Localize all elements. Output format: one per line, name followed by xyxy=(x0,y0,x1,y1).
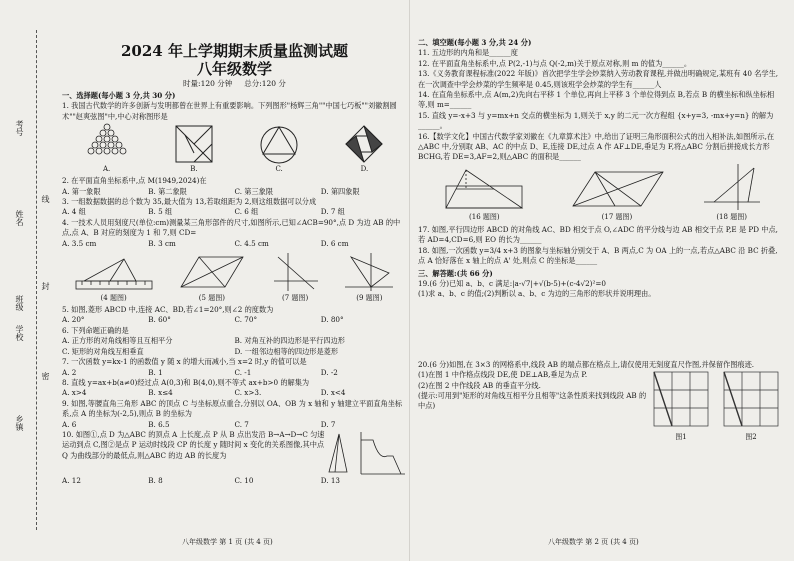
q3-options xyxy=(62,207,407,217)
option[interactable]: C. -1 xyxy=(234,367,252,377)
ruler-triangle-figure xyxy=(74,253,154,293)
option[interactable]: D. 6 cm xyxy=(320,238,349,248)
q20-text xyxy=(418,370,652,442)
q1-option-c xyxy=(259,124,299,174)
question-6: 6. 下列命题正确的是 xyxy=(62,325,129,335)
question-10: 10. 如图①,点 D 为△ABC 的顶点 A 上长度,点 P 从 B 点出发沿 B→A→D→C 匀速运动到点 C,图②是点 P 运动时线段 CP 的长度 y 随时间 x 变化的关系图像,其中点 Q 为曲线部分的最低点,则△ABC 的边 AB 的长度为 xyxy=(62,429,325,460)
grid-caption: 图2 xyxy=(745,432,757,441)
cut-mark: 线 xyxy=(41,195,50,203)
q10-block xyxy=(62,430,407,476)
option[interactable]: A. 12 xyxy=(62,475,81,485)
tangram-figure xyxy=(174,124,214,164)
binding-line xyxy=(36,30,37,530)
option[interactable]: C. x>3. xyxy=(234,388,262,398)
option[interactable]: B. 3 cm xyxy=(148,238,176,248)
option[interactable]: B. 1 xyxy=(148,367,163,377)
option-label: B. xyxy=(190,164,198,173)
figure-caption: (9 题图) xyxy=(356,293,383,302)
option[interactable]: C. 7 xyxy=(234,419,249,429)
option[interactable]: A. 6 xyxy=(62,419,77,429)
question-8: 8. 直线 y=ax+b(a≠0)经过点 A(0,3)和 B(4,0),则不等式 ax+b>0 的解集为 xyxy=(62,377,310,387)
q5-options xyxy=(62,315,407,325)
fold-line-figure xyxy=(702,162,762,212)
cut-mark: 封 xyxy=(41,282,50,290)
section-2-heading: 二、填空题(每小题 3 分,共 24 分) xyxy=(418,38,532,47)
figure-caption: (17 题图) xyxy=(601,213,633,222)
option[interactable]: A. 4 组 xyxy=(62,207,86,217)
exam-time: 时量:120 分钟 xyxy=(183,79,233,88)
option[interactable]: B. 第二象限 xyxy=(148,186,187,196)
circle-cutting-figure xyxy=(259,124,299,164)
q20-block xyxy=(418,370,780,442)
question-13: 13.《义务教育课程标准(2022 年版)》首次把学生学会炒菜纳入劳动教育课程,并做出明确规定,某班有 40 名学生,在一次调查中学会炒菜的学生频率是 0.45,则该班学会炒菜的学生有______人 xyxy=(418,69,779,89)
option[interactable]: C. 6 组 xyxy=(234,207,259,217)
figure-caption: (16 题图) xyxy=(469,213,500,222)
option[interactable]: D. 7 xyxy=(320,419,336,429)
question-14: 14. 在直角坐标系中,点 A(m,2)先向右平移 1 个单位,再向上平移 3 个单位得到点 B,若点 B 的横坐标和纵坐标相等,则 m=______ xyxy=(418,90,775,110)
margin-label-id: 考号 xyxy=(15,120,24,136)
q19-answer-space[interactable] xyxy=(418,300,780,360)
section-1-heading: 一、选择题(每小题 3 分,共 30 分) xyxy=(62,91,176,100)
option[interactable]: B. 6.5 xyxy=(148,419,170,429)
binding-margin xyxy=(0,0,58,561)
option[interactable]: C. 70° xyxy=(234,315,258,325)
figure-caption: (5 题图) xyxy=(198,293,225,302)
page-fold xyxy=(409,0,410,561)
page-footer-left: 八年级数学 第 1 页 (共 4 页) xyxy=(182,537,273,546)
figure-caption: (7 题图) xyxy=(282,293,309,302)
option[interactable]: D. 13 xyxy=(320,475,340,485)
exam-meta xyxy=(62,78,407,89)
q6-options xyxy=(62,336,407,357)
option[interactable]: A. 20° xyxy=(62,315,85,325)
area-proof-figure xyxy=(436,166,532,212)
question-15: 15. 直线 y=-x+3 与 y=mx+n 交点的横坐标为 1,则关于 x,y 的二元一次方程组 {x+y=3, -mx+y=n} 的解为______。 xyxy=(418,110,774,131)
option-label: C. xyxy=(275,164,283,173)
q1-figures xyxy=(62,124,407,174)
right-triangle-axes-figure xyxy=(343,251,395,293)
option[interactable]: D. -2 xyxy=(320,367,338,377)
q10-figures xyxy=(327,430,407,476)
question-12: 12. 在平面直角坐标系中,点 P(2,-1)与点 Q(-2,m)关于原点对称,则 m 的值为______。 xyxy=(418,58,692,68)
option[interactable]: D. 第四象限 xyxy=(320,186,360,196)
figure-caption: (4 题图) xyxy=(100,293,127,302)
exam-score: 总分:120 分 xyxy=(244,79,286,88)
q10-options xyxy=(62,476,407,486)
question-17: 17. 如图,平行四边形 ABCD 的对角线 AC、BD 相交于点 O,∠ADC 的平分线与边 AB 相交于点 P,E 是 PD 中点,若 AD=4,CD=6,则 EO 的长为______ xyxy=(418,224,778,245)
option[interactable]: C. 矩形的对角线互相垂直 xyxy=(62,346,144,356)
option[interactable]: A. 2 xyxy=(62,367,77,377)
grid-2[interactable] xyxy=(722,370,780,442)
option[interactable]: D. 7 组 xyxy=(320,207,345,217)
option[interactable]: A. 正方形的对角线相等且互相平分 xyxy=(62,336,173,346)
line-graph-figure xyxy=(270,251,320,293)
q1-option-a xyxy=(85,122,129,174)
exam-title: 2024 年上学期期末质量监测试题 xyxy=(121,42,348,60)
figure-caption: (18 题图) xyxy=(716,213,747,222)
grid-1[interactable] xyxy=(652,370,710,442)
question-7: 7. 一次函数 y=kx-1 的函数值 y 随 x 的增大而减小,当 x=2 时,y 的值可以是 xyxy=(62,357,307,367)
q20-grids xyxy=(652,370,780,442)
question-16: 16.【数学文化】中国古代数学家刘徽在《九章算术注》中,给出了证明三角形面积公式的出入相补法,如图所示,在△ABC 中,分别取 AB、AC 的中点 D、E,连接 DE,过点 A 作 AF⊥DE,垂足为 F,将△ABC 分割后拼接成长方形 BCHG,若 DE=3,AF=2,则△ABC 的面积是______ xyxy=(418,131,775,162)
question-5: 5. 如图,菱形 ABCD 中,连接 AC、BD,若∠1=20°,则∠2 的度数为 xyxy=(62,305,274,315)
question-3: 3. 一组数据数据的总个数为 35,最大值为 13,若取组距为 2,则这组数据可以分成 xyxy=(62,197,317,207)
grid-2-svg xyxy=(722,370,780,428)
grid-1-svg xyxy=(652,370,710,428)
fig-q17 xyxy=(569,166,665,222)
option[interactable]: B. 60° xyxy=(148,315,171,325)
option[interactable]: D. x<4 xyxy=(320,388,346,398)
parallelogram-figure xyxy=(569,166,665,212)
question-4: 4. 一技术人员用刻度尺(单位:cm)测量某三角形部件的尺寸,如图所示,已知∠ACB=90°,点 D 为边 AB 的中点,点 A、B 对应的刻度为 1 和 7,则 CD= xyxy=(62,217,401,238)
question-1: 1. 我国古代数学的许多创新与发明都曾在世界上有重要影响。下列图形"杨辉三角""中国七巧板""刘徽割圆术""赵爽弦图"中,中心对称图形是 xyxy=(62,101,397,121)
question-19: 19.(6 分)已知 a、b、c 满足:|a-√7|+√(b-5)+(c-4√2)²=0 xyxy=(418,278,606,288)
q1-option-b xyxy=(174,124,214,174)
option[interactable]: C. 第三象限 xyxy=(234,186,274,196)
option-label: A. xyxy=(102,164,111,173)
q4-q9-figures xyxy=(62,251,407,303)
q16-q18-figures xyxy=(418,165,780,223)
option[interactable]: B. 5 组 xyxy=(148,207,173,217)
fig-q9 xyxy=(343,251,395,303)
margin-label-name: 姓名 xyxy=(15,210,24,226)
exam-subject: 八年级数学 xyxy=(196,60,272,78)
fig-q16 xyxy=(436,166,532,222)
option[interactable]: B. 8 xyxy=(148,475,163,485)
option[interactable]: D. 80° xyxy=(320,315,344,325)
option[interactable]: A. x>4 xyxy=(62,388,87,398)
q7-options xyxy=(62,368,407,378)
question-18: 18. 如图,一次函数 y=3/4 x+3 的图象与坐标轴分别交于 A、B 两点,C 为 OA 上的一点,若点△ABC 沿 BC 折叠,点 A 恰好落在 x 轴上的点 A' 处,则点 C 的坐标是______ xyxy=(418,245,778,266)
fig-q18 xyxy=(702,162,762,222)
question-9: 9. 如图,等腰直角三角形 ABC 的顶点 C 与坐标原点重合,分别以 OA、OB 为 x 轴和 y 轴建立平面直角坐标系,点 A 的坐标为(-2,5),则点 B 的坐标为 xyxy=(62,398,403,419)
question-2: 2. 在平面直角坐标系中,点 M(1949,2024)在 xyxy=(62,176,207,186)
question-20-hint: (提示:可用到"矩形的对角线互相平分且相等"这条性质来找到线段 AB 的中点) xyxy=(418,390,647,411)
option[interactable]: D. 一组邻边相等的四边形是菱形 xyxy=(234,346,339,356)
margin-label-town: 乡镇 xyxy=(15,415,24,431)
question-20: 20.(6 分)如图,在 3×3 的网格系中,线段 AB 的端点都在格点上,请仅使用无刻度直尺作图,并保留作图痕迹. xyxy=(418,359,755,369)
right-column xyxy=(418,0,780,561)
left-column xyxy=(62,0,407,561)
question-20-part-1: (1)在图 1 中作格点线段 DE,使 DE⊥AB,垂足为点 P. xyxy=(418,370,588,380)
option[interactable]: C. 4.5 cm xyxy=(234,238,269,248)
question-19-parts: (1)求 a、b、c 的值;(2)判断以 a、b、c 为边的三角形的形状并说明理由。 xyxy=(418,289,656,299)
option-label: D. xyxy=(360,164,369,173)
fig-q7 xyxy=(270,251,320,303)
fig-q4 xyxy=(74,253,154,303)
fig-q5 xyxy=(177,253,247,303)
section-3-heading: 三、解答题:(共 66 分) xyxy=(418,268,493,278)
q1-option-d xyxy=(344,124,384,174)
cut-mark: 密 xyxy=(41,372,50,380)
yanghui-triangle-figure xyxy=(85,122,129,164)
q9-options xyxy=(62,420,407,430)
rhombus-figure xyxy=(177,253,247,293)
option[interactable]: B. 对角互补的四边形是平行四边形 xyxy=(234,336,345,346)
question-11: 11. 五边形的内角和是______度 xyxy=(418,48,518,58)
option[interactable]: C. 10 xyxy=(234,475,254,485)
question-20-part-2: (2)在图 2 中作线段 AB 的垂直平分线. xyxy=(418,380,541,390)
option[interactable]: A. 3.5 cm xyxy=(62,238,97,248)
margin-label-school: 学校 xyxy=(15,325,24,341)
grid-caption: 图1 xyxy=(675,432,687,441)
option[interactable]: B. x≤4 xyxy=(148,388,173,398)
q4-options xyxy=(62,239,407,249)
option[interactable]: A. 第一象限 xyxy=(62,186,101,196)
q8-options xyxy=(62,388,407,398)
page-footer-right: 八年级数学 第 2 页 (共 4 页) xyxy=(548,537,639,546)
zhao-shuang-figure xyxy=(344,124,384,164)
margin-label-class: 班级 xyxy=(15,295,24,311)
q2-options xyxy=(62,187,407,197)
